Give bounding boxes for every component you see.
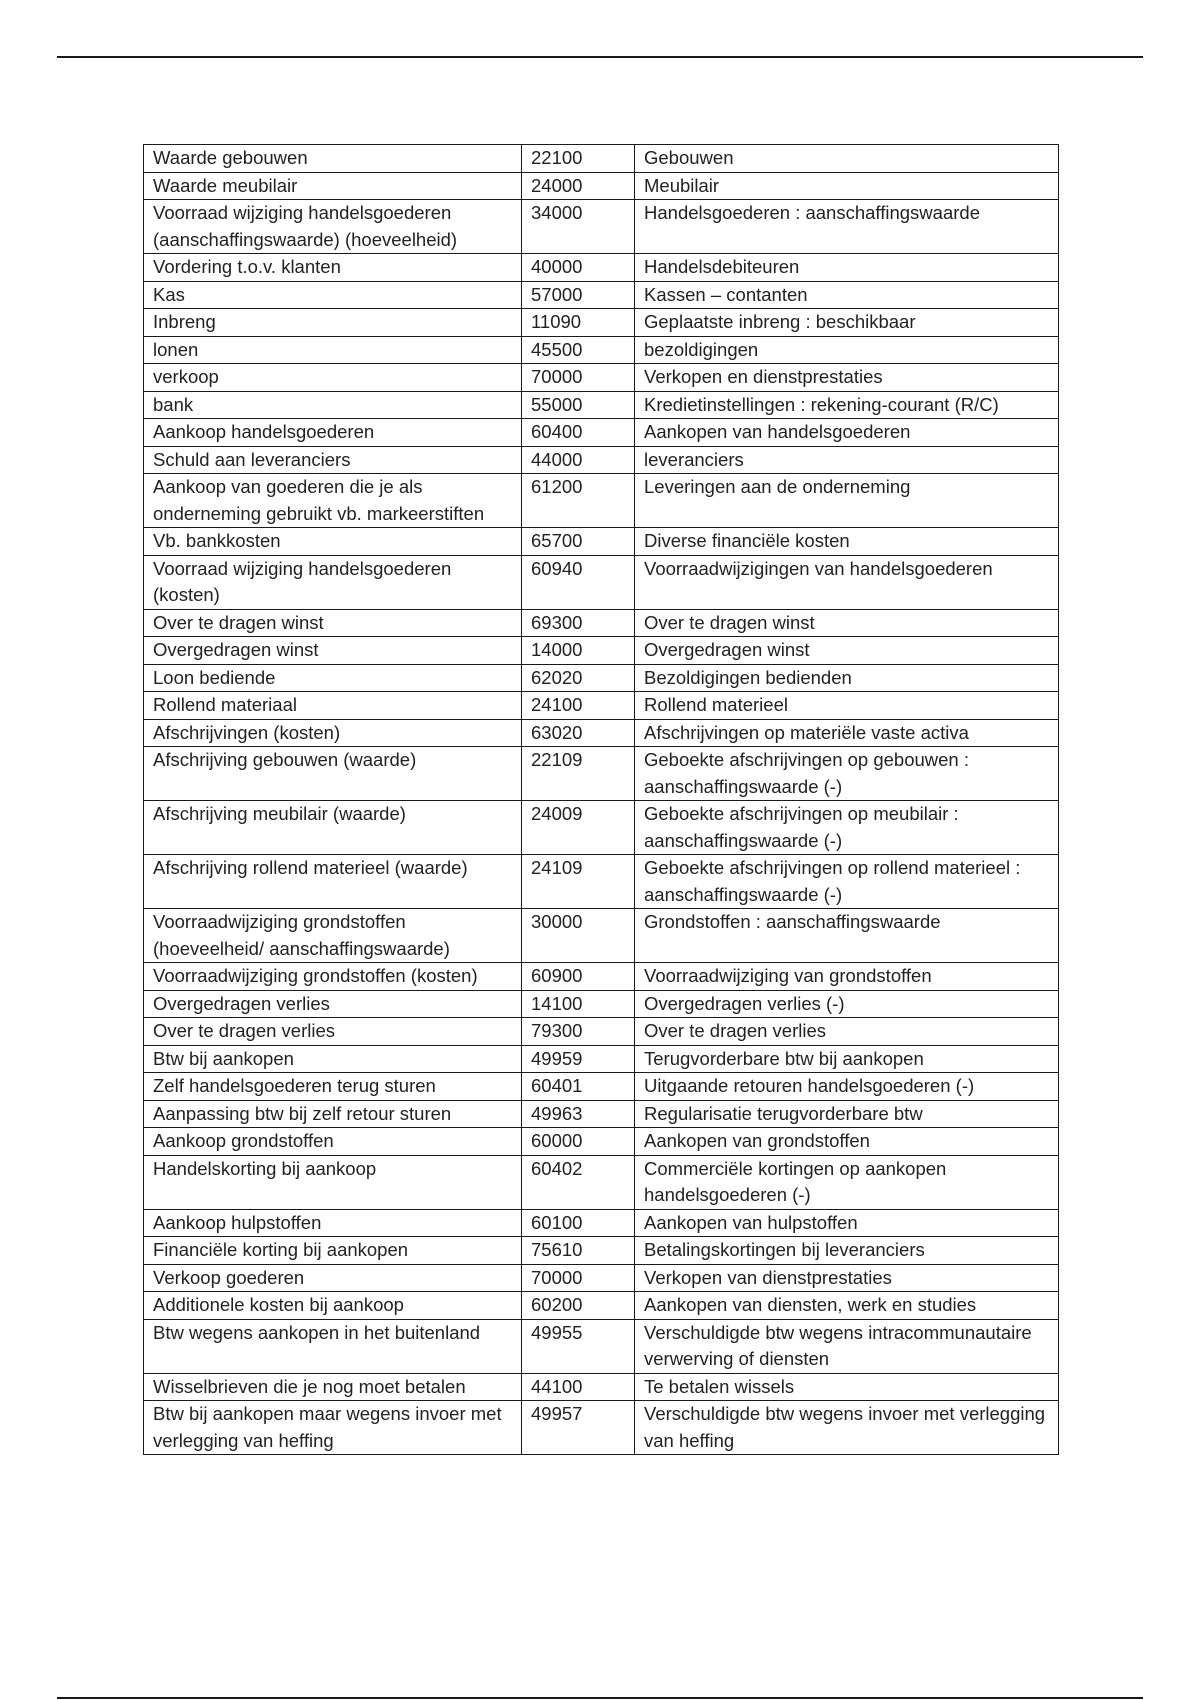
description-cell: Verkoop goederen: [144, 1264, 522, 1292]
account-name-cell: Grondstoffen : aanschaffingswaarde: [635, 909, 1059, 963]
description-cell: Afschrijving meubilair (waarde): [144, 801, 522, 855]
account-name-cell: Geboekte afschrijvingen op gebouwen : aanschaffingswaarde (-): [635, 747, 1059, 801]
account-name-cell: Handelsdebiteuren: [635, 254, 1059, 282]
account-name-cell: Aankopen van diensten, werk en studies: [635, 1292, 1059, 1320]
account-code-cell: 60400: [522, 419, 635, 447]
account-name-cell: Overgedragen winst: [635, 637, 1059, 665]
account-code-cell: 79300: [522, 1018, 635, 1046]
description-cell: Vb. bankkosten: [144, 528, 522, 556]
description-cell: Btw bij aankopen maar wegens invoer met verlegging van heffing: [144, 1401, 522, 1455]
account-code-cell: 49955: [522, 1319, 635, 1373]
description-cell: Btw bij aankopen: [144, 1045, 522, 1073]
account-code-cell: 49957: [522, 1401, 635, 1455]
description-cell: Loon bediende: [144, 664, 522, 692]
account-code-cell: 60000: [522, 1128, 635, 1156]
account-code-cell: 44100: [522, 1373, 635, 1401]
account-code-cell: 14100: [522, 990, 635, 1018]
description-cell: Kas: [144, 281, 522, 309]
description-cell: Voorraadwijziging grondstoffen (hoeveelheid/ aanschaffingswaarde): [144, 909, 522, 963]
table-row: [144, 990, 1059, 1018]
table-row: [144, 200, 1059, 254]
account-code-cell: 65700: [522, 528, 635, 556]
account-name-cell: Geboekte afschrijvingen op meubilair : aanschaffingswaarde (-): [635, 801, 1059, 855]
account-code-cell: 24109: [522, 855, 635, 909]
account-code-cell: 57000: [522, 281, 635, 309]
account-code-cell: 45500: [522, 336, 635, 364]
account-name-cell: Verkopen en dienstprestaties: [635, 364, 1059, 392]
account-code-cell: 70000: [522, 1264, 635, 1292]
table-row: [144, 1319, 1059, 1373]
account-code-cell: 49959: [522, 1045, 635, 1073]
description-cell: Afschrijving rollend materieel (waarde): [144, 855, 522, 909]
account-code-cell: 22100: [522, 145, 635, 173]
table-row: [144, 364, 1059, 392]
table-row: [144, 1045, 1059, 1073]
account-code-cell: 62020: [522, 664, 635, 692]
account-name-cell: Aankopen van grondstoffen: [635, 1128, 1059, 1156]
account-code-cell: 60402: [522, 1155, 635, 1209]
table-row: [144, 801, 1059, 855]
header-rule: [57, 56, 1143, 58]
description-cell: Waarde gebouwen: [144, 145, 522, 173]
account-code-cell: 11090: [522, 309, 635, 337]
account-mapping-table: [143, 144, 1059, 1455]
account-name-cell: Diverse financiële kosten: [635, 528, 1059, 556]
account-name-cell: leveranciers: [635, 446, 1059, 474]
account-name-cell: Aankopen van handelsgoederen: [635, 419, 1059, 447]
account-code-cell: 60401: [522, 1073, 635, 1101]
account-name-cell: Voorraadwijziging van grondstoffen: [635, 963, 1059, 991]
description-cell: Overgedragen winst: [144, 637, 522, 665]
table-row: [144, 446, 1059, 474]
account-name-cell: Gebouwen: [635, 145, 1059, 173]
footer-rule: [57, 1697, 1143, 1699]
account-name-cell: Betalingskortingen bij leveranciers: [635, 1237, 1059, 1265]
table-row: [144, 1209, 1059, 1237]
account-code-cell: 61200: [522, 474, 635, 528]
account-code-cell: 40000: [522, 254, 635, 282]
account-name-cell: Rollend materieel: [635, 692, 1059, 720]
table-row: [144, 1100, 1059, 1128]
account-name-cell: Afschrijvingen op materiële vaste activa: [635, 719, 1059, 747]
description-cell: bank: [144, 391, 522, 419]
table-row: [144, 963, 1059, 991]
table-row: [144, 747, 1059, 801]
account-code-cell: 22109: [522, 747, 635, 801]
table-row: [144, 336, 1059, 364]
table-row: [144, 1292, 1059, 1320]
description-cell: Btw wegens aankopen in het buitenland: [144, 1319, 522, 1373]
description-cell: Rollend materiaal: [144, 692, 522, 720]
description-cell: Aankoop hulpstoffen: [144, 1209, 522, 1237]
account-name-cell: Geboekte afschrijvingen op rollend materieel : aanschaffingswaarde (-): [635, 855, 1059, 909]
account-name-cell: Overgedragen verlies (-): [635, 990, 1059, 1018]
description-cell: Additionele kosten bij aankoop: [144, 1292, 522, 1320]
account-code-cell: 24009: [522, 801, 635, 855]
account-code-cell: 70000: [522, 364, 635, 392]
account-code-cell: 63020: [522, 719, 635, 747]
table-row: [144, 1264, 1059, 1292]
table-row: [144, 474, 1059, 528]
table-row: [144, 664, 1059, 692]
table-row: [144, 254, 1059, 282]
table-row: [144, 172, 1059, 200]
table-row: [144, 909, 1059, 963]
description-cell: Overgedragen verlies: [144, 990, 522, 1018]
account-code-cell: 60900: [522, 963, 635, 991]
account-code-cell: 69300: [522, 609, 635, 637]
table-row: [144, 1237, 1059, 1265]
table-row: [144, 145, 1059, 173]
table-row: [144, 281, 1059, 309]
account-name-cell: Over te dragen winst: [635, 609, 1059, 637]
account-name-cell: Over te dragen verlies: [635, 1018, 1059, 1046]
description-cell: Vordering t.o.v. klanten: [144, 254, 522, 282]
description-cell: Voorraad wijziging handelsgoederen (aanschaffingswaarde) (hoeveelheid): [144, 200, 522, 254]
description-cell: Voorraadwijziging grondstoffen (kosten): [144, 963, 522, 991]
account-name-cell: Commerciële kortingen op aankopen handelsgoederen (-): [635, 1155, 1059, 1209]
account-code-cell: 24000: [522, 172, 635, 200]
account-name-cell: Meubilair: [635, 172, 1059, 200]
description-cell: verkoop: [144, 364, 522, 392]
table-row: [144, 1373, 1059, 1401]
table-row: [144, 692, 1059, 720]
table-row: [144, 719, 1059, 747]
account-code-cell: 60200: [522, 1292, 635, 1320]
table-row: [144, 1155, 1059, 1209]
account-name-cell: Handelsgoederen : aanschaffingswaarde: [635, 200, 1059, 254]
table-row: [144, 1073, 1059, 1101]
account-name-cell: Bezoldigingen bedienden: [635, 664, 1059, 692]
account-name-cell: Regularisatie terugvorderbare btw: [635, 1100, 1059, 1128]
description-cell: Wisselbrieven die je nog moet betalen: [144, 1373, 522, 1401]
table-row: [144, 1401, 1059, 1455]
description-cell: Aankoop grondstoffen: [144, 1128, 522, 1156]
description-cell: lonen: [144, 336, 522, 364]
account-name-cell: Uitgaande retouren handelsgoederen (-): [635, 1073, 1059, 1101]
account-name-cell: Aankopen van hulpstoffen: [635, 1209, 1059, 1237]
account-name-cell: Verschuldigde btw wegens invoer met verlegging van heffing: [635, 1401, 1059, 1455]
description-cell: Aanpassing btw bij zelf retour sturen: [144, 1100, 522, 1128]
account-name-cell: Te betalen wissels: [635, 1373, 1059, 1401]
table-body: [144, 145, 1059, 1455]
table-row: [144, 391, 1059, 419]
account-code-cell: 75610: [522, 1237, 635, 1265]
account-name-cell: Verschuldigde btw wegens intracommunautaire verwerving of diensten: [635, 1319, 1059, 1373]
table-row: [144, 1018, 1059, 1046]
account-name-cell: bezoldigingen: [635, 336, 1059, 364]
account-name-cell: Verkopen van dienstprestaties: [635, 1264, 1059, 1292]
description-cell: Schuld aan leveranciers: [144, 446, 522, 474]
table-row: [144, 419, 1059, 447]
account-code-cell: 60940: [522, 555, 635, 609]
description-cell: Afschrijvingen (kosten): [144, 719, 522, 747]
description-cell: Voorraad wijziging handelsgoederen (kosten): [144, 555, 522, 609]
account-name-cell: Terugvorderbare btw bij aankopen: [635, 1045, 1059, 1073]
description-cell: Handelskorting bij aankoop: [144, 1155, 522, 1209]
table-row: [144, 309, 1059, 337]
account-code-cell: 30000: [522, 909, 635, 963]
account-name-cell: Geplaatste inbreng : beschikbaar: [635, 309, 1059, 337]
description-cell: Aankoop handelsgoederen: [144, 419, 522, 447]
account-name-cell: Leveringen aan de onderneming: [635, 474, 1059, 528]
description-cell: Financiële korting bij aankopen: [144, 1237, 522, 1265]
account-code-cell: 60100: [522, 1209, 635, 1237]
table-row: [144, 609, 1059, 637]
account-name-cell: Kredietinstellingen : rekening-courant (R/C): [635, 391, 1059, 419]
account-code-cell: 24100: [522, 692, 635, 720]
table-row: [144, 1128, 1059, 1156]
description-cell: Afschrijving gebouwen (waarde): [144, 747, 522, 801]
account-code-cell: 49963: [522, 1100, 635, 1128]
table-row: [144, 637, 1059, 665]
account-code-cell: 55000: [522, 391, 635, 419]
description-cell: Inbreng: [144, 309, 522, 337]
description-cell: Aankoop van goederen die je als onderneming gebruikt vb. markeerstiften: [144, 474, 522, 528]
description-cell: Over te dragen verlies: [144, 1018, 522, 1046]
description-cell: Zelf handelsgoederen terug sturen: [144, 1073, 522, 1101]
account-code-cell: 14000: [522, 637, 635, 665]
account-code-cell: 34000: [522, 200, 635, 254]
table-row: [144, 855, 1059, 909]
account-code-cell: 44000: [522, 446, 635, 474]
account-name-cell: Voorraadwijzigingen van handelsgoederen: [635, 555, 1059, 609]
table-row: [144, 528, 1059, 556]
description-cell: Waarde meubilair: [144, 172, 522, 200]
account-name-cell: Kassen – contanten: [635, 281, 1059, 309]
table-row: [144, 555, 1059, 609]
description-cell: Over te dragen winst: [144, 609, 522, 637]
